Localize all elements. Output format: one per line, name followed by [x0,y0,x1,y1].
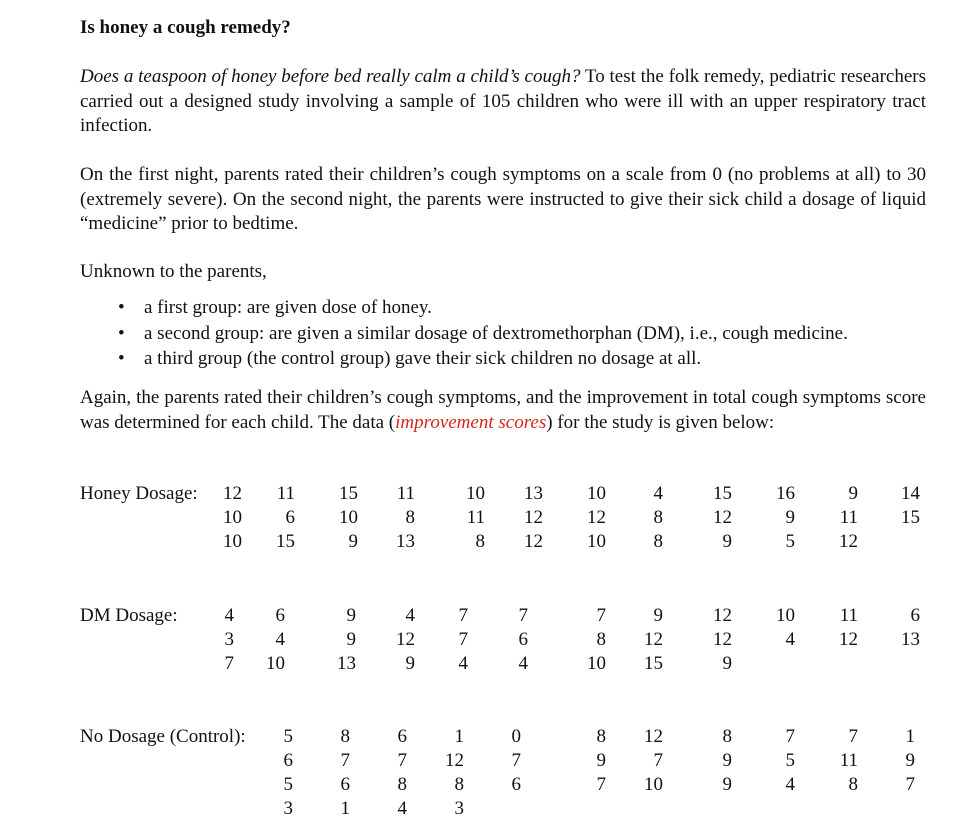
score-dm-c12-r1: 6 [910,605,920,626]
score-control-c3-r3: 8 [397,774,407,795]
score-control-c1-r1: 5 [283,726,293,747]
score-honey-c8-r1: 4 [653,483,663,504]
score-control-c4-r4: 3 [454,798,464,819]
score-control-c10-r3: 8 [848,774,858,795]
improvement-scores-highlight: improvement scores [395,411,547,433]
score-honey-c11-r1: 9 [848,483,858,504]
score-honey-c10-r1: 16 [776,483,795,504]
bullet-icon: • [118,322,125,344]
score-control-c8-r3: 9 [722,774,732,795]
score-dm-c3-r2: 9 [346,629,356,650]
score-honey-c11-r3: 12 [839,531,858,552]
score-control-c3-r2: 7 [397,750,407,771]
score-control-c5-r3: 6 [511,774,521,795]
score-honey-c4-r2: 8 [405,507,415,528]
score-control-c1-r4: 3 [283,798,293,819]
score-honey-c2-r3: 15 [276,531,295,552]
score-dm-c8-r3: 15 [644,653,663,674]
score-dm-c11-r2: 12 [839,629,858,650]
score-dm-c1-r1: 4 [224,605,234,626]
score-honey-c9-r3: 9 [722,531,732,552]
score-honey-c5-r2: 11 [466,507,485,528]
score-honey-c6-r3: 12 [524,531,543,552]
score-dm-c1-r2: 3 [224,629,234,650]
score-dm-c1-r3: 7 [224,653,234,674]
score-honey-c12-r1: 14 [901,483,920,504]
score-control-c6-r2: 9 [596,750,606,771]
score-dm-c8-r2: 12 [644,629,663,650]
score-control-c4-r1: 1 [454,726,464,747]
group-label-honey: Honey Dosage: [80,483,198,504]
score-dm-c2-r3: 10 [266,653,285,674]
score-honey-c8-r3: 8 [653,531,663,552]
score-dm-c2-r1: 6 [275,605,285,626]
bullet-icon: • [118,297,125,318]
score-honey-c7-r2: 12 [587,507,606,528]
score-control-c7-r2: 7 [653,750,663,771]
results-text-before: Again, the parents rated their children’s cough symptoms, and the improvement in total cough symptoms score was determined for each child. The data ( [80,387,926,433]
score-dm-c4-r1: 4 [405,605,415,626]
score-dm-c2-r2: 4 [275,629,285,650]
score-honey-c6-r2: 12 [524,507,543,528]
intro-rest: To test the folk remedy, pediatric researchers carried out a designed study involving a sample of 105 children who were ill with an upper respiratory tract infection. [80,66,926,136]
score-control-c8-r1: 8 [722,726,732,747]
score-honey-c3-r1: 15 [339,483,358,504]
score-dm-c4-r3: 9 [405,653,415,674]
score-dm-c5-r2: 7 [458,629,468,650]
score-dm-c9-r3: 9 [722,653,732,674]
score-control-c3-r1: 6 [397,726,407,747]
score-dm-c6-r1: 7 [518,605,528,626]
bullet-text-control: a third group (the control group) gave their sick children no dosage at all. [144,348,702,369]
score-honey-c11-r2: 11 [839,507,858,528]
score-dm-c11-r1: 11 [839,605,858,626]
score-control-c2-r4: 1 [340,798,350,819]
intro-question: Does a teaspoon of honey before bed really calm a child’s cough? [80,66,581,87]
bullet-text-dm: a second group: are given a similar dosage of dextromethorphan (DM), i.e., cough medicine. [144,322,848,344]
score-honey-c5-r1: 10 [466,483,485,504]
score-honey-c2-r2: 6 [285,507,295,528]
score-control-c3-r4: 4 [397,798,407,819]
score-honey-c2-r1: 11 [276,483,295,504]
score-control-c4-r3: 8 [454,774,464,795]
score-dm-c8-r1: 9 [653,605,663,626]
group-label-control: No Dosage (Control): [80,726,246,747]
results-text-after: ) for the study is given below: [546,411,775,433]
score-control-c11-r2: 9 [905,750,915,771]
score-control-c2-r1: 8 [340,726,350,747]
bullet-icon: • [118,348,125,369]
score-control-c2-r3: 6 [340,774,350,795]
score-honey-c7-r1: 10 [587,483,606,504]
score-control-c1-r3: 5 [283,774,293,795]
intro-paragraph [80,65,926,139]
list-item [80,321,926,347]
score-honey-c5-r3: 8 [475,531,485,552]
score-control-c11-r1: 1 [905,726,915,747]
score-dm-c3-r1: 9 [346,605,356,626]
score-honey-c3-r3: 9 [348,531,358,552]
score-control-c6-r3: 7 [596,774,606,795]
group-list [80,295,926,372]
results-paragraph [80,386,926,435]
score-control-c7-r1: 12 [644,726,663,747]
score-honey-c9-r2: 12 [713,507,732,528]
score-control-c11-r3: 7 [905,774,915,795]
score-control-c10-r2: 11 [839,750,858,771]
score-honey-c10-r2: 9 [785,507,795,528]
score-dm-c5-r3: 4 [458,653,468,674]
score-honey-c1-r2: 10 [223,507,242,528]
score-dm-c5-r1: 7 [458,605,468,626]
unknown-lead: Unknown to the parents, [80,261,267,282]
score-dm-c10-r2: 4 [785,629,795,650]
score-dm-c3-r3: 13 [337,653,356,674]
score-honey-c8-r2: 8 [653,507,663,528]
score-control-c5-r2: 7 [511,750,521,771]
score-honey-c10-r3: 5 [785,531,795,552]
score-honey-c4-r3: 13 [396,531,415,552]
score-control-c1-r2: 6 [283,750,293,771]
bullet-text-honey: a first group: are given dose of honey. [144,297,432,318]
score-honey-c1-r3: 10 [223,531,242,552]
score-control-c9-r3: 4 [785,774,795,795]
score-control-c9-r2: 5 [785,750,795,771]
score-dm-c9-r1: 12 [713,605,732,626]
score-dm-c7-r1: 7 [596,605,606,626]
score-honey-c6-r1: 13 [524,483,543,504]
score-dm-c7-r2: 8 [596,629,606,650]
list-item [80,295,926,321]
score-dm-c10-r1: 10 [776,605,795,626]
list-item [80,346,926,372]
score-control-c5-r1: 0 [511,726,521,747]
group-label-dm: DM Dosage: [80,605,178,626]
score-control-c2-r2: 7 [340,750,350,771]
score-honey-c7-r3: 10 [587,531,606,552]
score-dm-c6-r3: 4 [518,653,528,674]
score-dm-c12-r2: 13 [901,629,920,650]
score-control-c9-r1: 7 [785,726,795,747]
score-dm-c4-r2: 12 [396,629,415,650]
score-honey-c1-r1: 12 [223,483,242,504]
score-control-c4-r2: 12 [445,750,464,771]
document-title: Is honey a cough remedy? [80,17,291,38]
score-honey-c3-r2: 10 [339,507,358,528]
score-honey-c12-r2: 15 [901,507,920,528]
score-honey-c4-r1: 11 [396,483,415,504]
score-honey-c9-r1: 15 [713,483,732,504]
score-dm-c9-r2: 12 [713,629,732,650]
score-dm-c7-r3: 10 [587,653,606,674]
score-dm-c6-r2: 6 [518,629,528,650]
score-control-c6-r1: 8 [596,726,606,747]
score-control-c10-r1: 7 [848,726,858,747]
method-paragraph: On the first night, parents rated their children’s cough symptoms on a scale from 0 (no problems at all) to 30 (extremely severe). On the second night, the parents were instructed to give their sick child a dosage of liquid “medicine” prior to bedtime. [80,164,926,234]
score-control-c7-r3: 10 [644,774,663,795]
score-control-c8-r2: 9 [722,750,732,771]
